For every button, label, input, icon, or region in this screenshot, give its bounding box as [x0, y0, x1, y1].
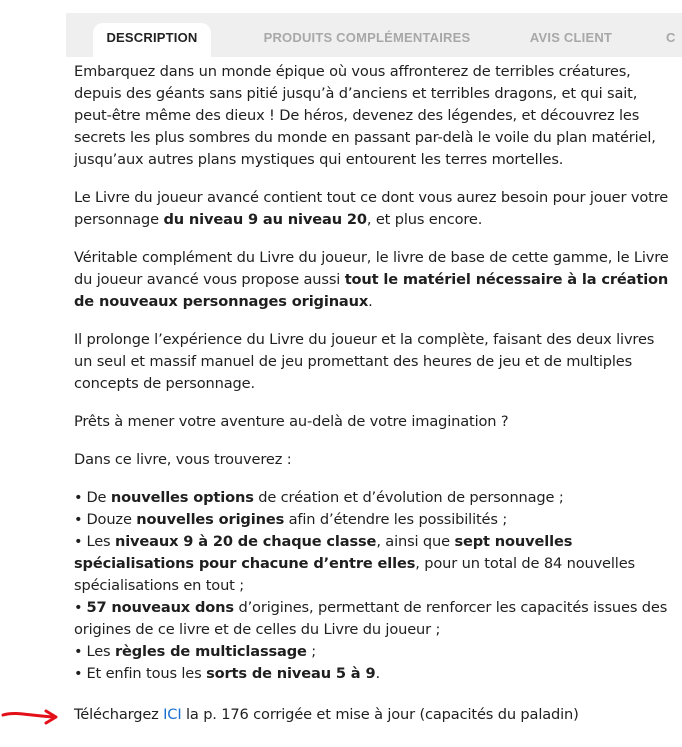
paragraph-list-intro: Dans ce livre, vous trouverez :	[74, 451, 292, 468]
bold-text: règles de multiclassage	[114, 643, 307, 660]
bullet: •	[74, 511, 83, 528]
bullet: •	[74, 599, 83, 616]
download-link[interactable]: ICI	[163, 706, 182, 723]
text: afin d’étendre les possibilités ;	[284, 511, 508, 528]
text: , pour un total de 84 nouvelles spécialisations en tout ;	[74, 555, 635, 594]
tab-bar-top-border	[66, 10, 682, 13]
tab-avis-client[interactable]: AVIS CLIENT	[529, 30, 613, 45]
list-item	[74, 487, 674, 509]
text: Et enfin tous les	[86, 665, 207, 682]
list-item	[74, 663, 674, 685]
bold-text: sorts de niveau 5 à 9	[206, 665, 376, 682]
bold-text: nouvelles origines	[136, 511, 285, 528]
bullet: •	[74, 665, 83, 682]
bold-text: niveaux 9 à 20 de chaque classe	[114, 533, 377, 550]
bold-text: tout le matériel nécessaire à la création de nouveaux personnages originaux	[74, 271, 669, 310]
paragraph-question: Prêts à mener votre aventure au-delà de votre imagination ?	[74, 413, 509, 430]
feature-list	[74, 487, 674, 685]
text: de création et d’évolution de personnage ;	[253, 489, 564, 506]
tab-produits-complementaires[interactable]: PRODUITS COMPLÉMENTAIRES	[263, 30, 471, 45]
text: d’origines, permettant de renforcer les capacités issues des origines de ce livre et de celles du Livre du joueur ;	[74, 599, 668, 638]
tab-overflow[interactable]: C	[666, 30, 676, 45]
bullet: •	[74, 533, 83, 550]
text: , ainsi que	[376, 533, 455, 550]
red-arrow-icon	[0, 704, 62, 728]
tab-bar	[66, 10, 682, 57]
paragraph-complement	[74, 247, 674, 313]
text: Les	[86, 533, 115, 550]
text: Douze	[86, 511, 137, 528]
list-item	[74, 641, 674, 663]
bold-text: nouvelles options	[110, 489, 254, 506]
description-panel	[74, 61, 674, 685]
text: Téléchargez	[74, 706, 164, 723]
text: Le Livre du joueur avancé contient tout ce dont vous aurez besoin pour jouer votre personnage	[74, 189, 669, 228]
text: Les	[86, 643, 115, 660]
bold-text: 57 nouveaux dons	[86, 599, 234, 616]
bullet: •	[74, 643, 83, 660]
text: Véritable complément du Livre du joueur, le livre de base de cette gamme, le Livre du joueur avancé vous propose aussi	[74, 249, 669, 288]
download-line	[74, 704, 674, 726]
bold-text: sept nouvelles spécialisations pour chacune d’entre elles	[74, 533, 573, 572]
paragraph-contenu	[74, 187, 674, 231]
tab-description[interactable]: DESCRIPTION	[93, 23, 211, 57]
paragraph-prolonge: Il prolonge l’expérience du Livre du joueur et la complète, faisant des deux livres un seul et massif manuel de jeu promettant des heures de jeu et de multiples concepts de personnage.	[74, 331, 655, 392]
bold-text: du niveau 9 au niveau 20	[163, 211, 367, 228]
list-item	[74, 531, 674, 597]
bullet: •	[74, 489, 83, 506]
text: De	[86, 489, 111, 506]
list-item	[74, 509, 674, 531]
paragraph-intro: Embarquez dans un monde épique où vous affronterez de terribles créatures, depuis des géants sans pitié jusqu’à d’anciens et terribles dragons, et qui sait, peut-être même des dieux ! De héros, devenez des légendes, et découvrez les secrets les plus sombres du monde en passant par-delà le voile du plan matériel, jusqu’aux autres plans mystiques qui entourent les terres mortelles.	[74, 63, 656, 168]
text: la p. 176 corrigée et mise à jour (capacités du paladin)	[181, 706, 579, 723]
text: ;	[306, 643, 317, 660]
text: .	[375, 665, 380, 682]
list-item	[74, 597, 674, 641]
text: , et plus encore.	[366, 211, 483, 228]
text: .	[368, 293, 373, 310]
